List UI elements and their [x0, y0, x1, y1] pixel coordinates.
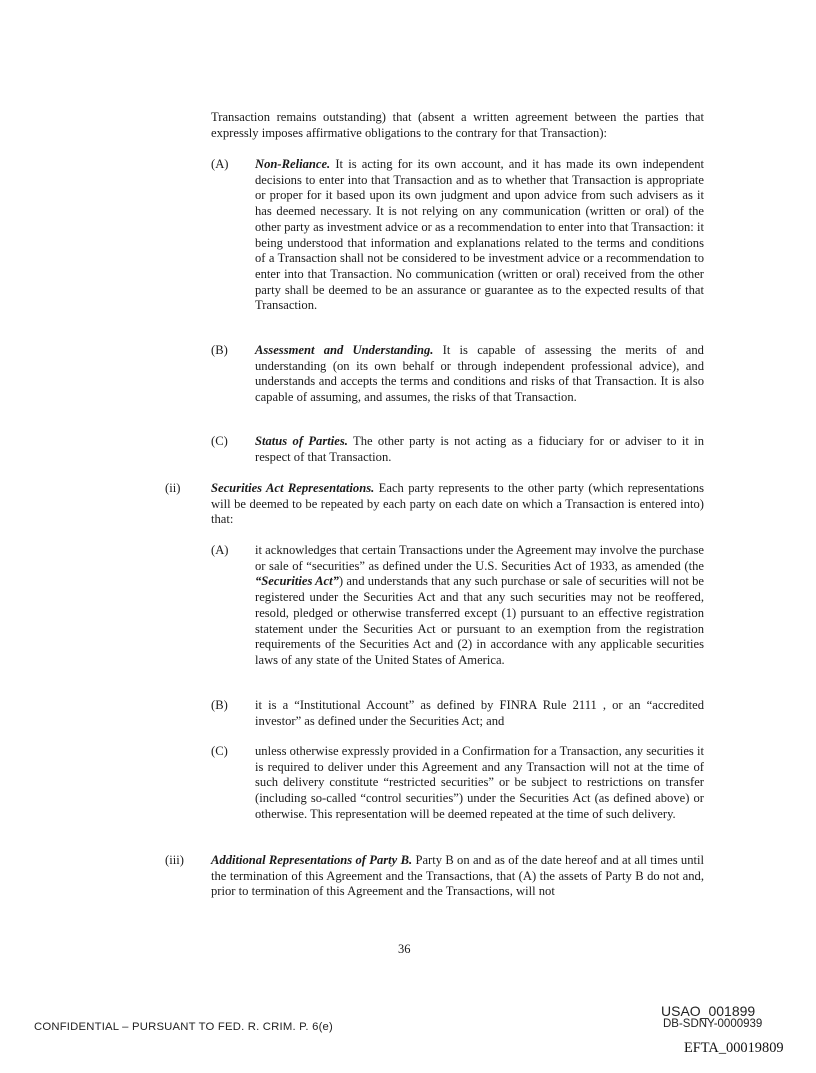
bates-efta: EFTA_00019809: [684, 1040, 784, 1056]
item-i-b-heading: Assessment and Understanding.: [255, 343, 434, 357]
bates-usao: USAO_001899: [661, 1003, 756, 1019]
section-iii-label: (iii): [165, 853, 184, 867]
section-ii-paragraph: [211, 481, 704, 528]
item-ii-b-paragraph: [255, 698, 704, 729]
item-label-i-b: (B): [211, 343, 228, 357]
section-ii-label: (ii): [165, 481, 181, 495]
page-number: 36: [398, 942, 411, 956]
item-ii-a-text-before: it acknowledges that certain Transactions under the Agreement may involve the purchase or sale of “securities” as defined under the U.S. Securities Act of 1933, as amended (the: [255, 543, 704, 573]
item-i-c-heading: Status of Parties.: [255, 434, 348, 448]
item-i-a-heading: Non-Reliance.: [255, 157, 331, 171]
intro-paragraph: [211, 110, 704, 141]
intro-text: Transaction remains outstanding) that (absent a written agreement between the parties that expressly imposes affirmative obligations to the contrary for that Transaction):: [211, 110, 704, 140]
item-ii-c-paragraph: [255, 744, 704, 823]
confidential-footer: CONFIDENTIAL – PURSUANT TO FED. R. CRIM. P. 6(e): [34, 1021, 333, 1033]
securities-act-defined-term: “Securities Act”: [255, 574, 339, 589]
item-ii-a-text-after: ) and understands that any such purchase or sale of securities will not be registered under the Securities Act and that any such securities may not be reoffered, resold, pledged or otherwise transferred except (1) pursuant to an effective registration statement under the Securities Act or pursuant to an exemption from the registration requirements of the Securities Act and (2) in accordance with any applicable securities laws of any state of the United States of America.: [255, 574, 704, 667]
item-ii-c-text: unless otherwise expressly provided in a Confirmation for a Transaction, any securities it is required to deliver under this Agreement and any Transaction will not at the time of such delivery constitute “restricted securities” or be subject to restrictions on transfer (including so-called “control securities”) under the Securities Act (as defined above) or otherwise. This representation will be deemed repeated at the time of such delivery.: [255, 744, 704, 821]
section-ii-heading: Securities Act Representations.: [211, 481, 375, 495]
item-i-b-body: It is capable of assessing the merits of and understanding (on its own behalf or through independent professional advice), and understands and accepts the terms and conditions and risks of that Transaction. It is also capable of assuming, and assumes, the risks of that Transaction.: [255, 343, 704, 405]
item-i-a-body: It is acting for its own account, and it has made its own independent decisions to enter into that Transaction and as to whether that Transaction is appropriate or proper for it based upon its own judgment and upon advice from such advisers as it has deemed necessary. It is not relying on any communication (written or oral) of the other party as investment advice or as a recommendation to enter into that Transaction: it being understood that information and explanations related to the terms and conditions of a Transaction shall not be considered to be investment advice or a recommendation to enter into that Transaction. No communication (written or oral) received from the other party shall be deemed to be an assurance or guarantee as to the expected results of that Transaction.: [255, 157, 704, 313]
section-ii-body: Each party represents to the other party (which representations will be deemed to be repeated by each party on each date on which a Transaction is entered into) that:: [211, 481, 705, 527]
section-iii-body: Party B on and as of the date hereof and at all times until the termination of this Agreement and the Transactions, that (A) the assets of Party B do not and, prior to termination of this Agreement and the Transactions, will not: [211, 853, 704, 899]
item-label-ii-b: (B): [211, 698, 228, 712]
item-ii-a-paragraph: [255, 543, 704, 669]
item-label-ii-a: (A): [211, 543, 229, 557]
item-label-i-c: (C): [211, 434, 228, 448]
item-i-c-paragraph: [255, 434, 704, 465]
item-i-c-body: The other party is not acting as a fiduciary for or adviser to it in respect of that Transaction.: [255, 434, 704, 464]
item-ii-b-text: it is a “Institutional Account” as defined by FINRA Rule 2111 , or an “accredited investor” as defined under the Securities Act; and: [255, 698, 704, 728]
bates-db-sdny: DB-SDNY-0000939: [663, 1018, 763, 1030]
item-i-b-paragraph: [255, 343, 704, 406]
item-label-i-a: (A): [211, 157, 229, 171]
item-label-ii-c: (C): [211, 744, 228, 758]
item-i-a-paragraph: [255, 157, 704, 314]
section-iii-heading: Additional Representations of Party B.: [211, 853, 413, 867]
section-iii-paragraph: [211, 853, 704, 900]
